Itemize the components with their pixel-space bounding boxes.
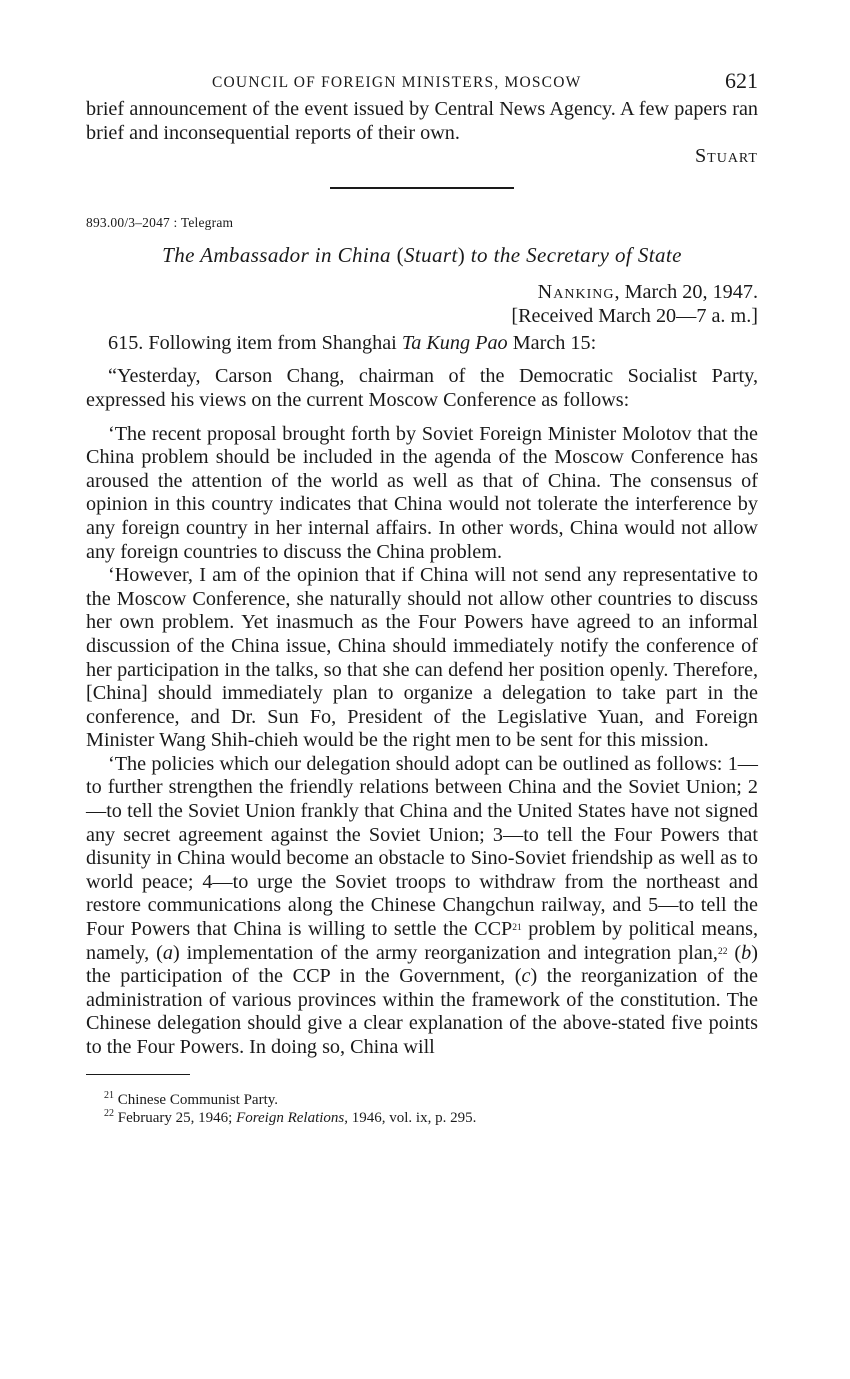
footnote-21-number: 21 xyxy=(104,1089,114,1101)
letter-c: c xyxy=(521,965,531,988)
place: Nanking xyxy=(537,280,615,303)
place-date xyxy=(86,280,758,304)
previous-document-ending xyxy=(86,98,758,169)
para3-part-d: ( xyxy=(727,941,742,964)
document-heading xyxy=(86,243,758,268)
footnotes xyxy=(86,1091,758,1127)
letter-a: a xyxy=(162,941,173,964)
footnote-22-title: Foreign Relations xyxy=(236,1109,345,1126)
paragraph-3 xyxy=(86,753,758,1060)
item-pre: 615. Following item from Shanghai xyxy=(108,331,402,354)
paragraph-1: ‘The recent proposal brought forth by Soviet Foreign Minister Molotov that the China problem should be included in the agenda of the Moscow Conference has aroused the attention of the world as well as that of China. The consensus of opinion in this country indicates that China would not tolerate the interference by any foreign country in her internal affairs. In other words, China would not allow any foreign countries to discuss the China problem. xyxy=(86,422,758,563)
footnote-22-pre: February 25, 1946; xyxy=(114,1109,237,1126)
heading-close-paren: ) xyxy=(457,242,466,267)
closing-paragraph: brief announcement of the event issued by Central News Agency. A few papers ran brief and inconsequential reports of their own. xyxy=(86,98,758,144)
newspaper-name: Ta Kung Pao xyxy=(401,331,508,354)
item-post: March 15: xyxy=(507,331,597,354)
received-line: [Received March 20—7 a. m.] xyxy=(511,304,758,327)
telegram-body xyxy=(86,332,758,1060)
item-line xyxy=(86,332,758,356)
quote-intro: “Yesterday, Carson Chang, chairman of the Democratic Socialist Party, expressed his views on the current Moscow Conference as follows: xyxy=(86,365,758,411)
heading-pre: The Ambassador in China xyxy=(162,242,397,267)
dateline xyxy=(86,280,758,328)
heading-post: to the Secretary of State xyxy=(465,242,682,267)
footnote-22-post: , 1946, vol. ix, p. 295. xyxy=(344,1109,477,1126)
para3-part-f: ) the reorganization of the administration of various provinces within the framework of the constitution. The Chinese delegation should give a clear explanation of the above-stated five points to the Four Powers. In doing so, China will xyxy=(86,965,758,1058)
date: , March 20, 1947. xyxy=(614,280,758,303)
footnote-21-text: Chinese Communist Party. xyxy=(114,1091,279,1108)
file-reference: 893.00/3–2047 : Telegram xyxy=(86,214,234,230)
heading-open-paren: ( xyxy=(396,242,404,267)
running-title: COUNCIL OF FOREIGN MINISTERS, MOSCOW xyxy=(212,74,582,91)
footnote-ref-22[interactable]: 22 xyxy=(717,946,728,957)
signature: Stuart xyxy=(694,145,758,168)
document-page xyxy=(86,62,758,1127)
heading-name: Stuart xyxy=(404,242,458,267)
para3-part-b: problem by political means, namely, ( xyxy=(86,918,758,964)
para3-part-a: ‘The policies which our delegation should adopt can be outlined as follows: 1—to further strengthen the friendly relations between China and the Soviet Union; 2—to tell the Soviet Union frankly that China and the United States have not signed any secret agreement against the Soviet Union; 3—to tell the Four Powers that disunity in China would become an obstacle to Sino-Soviet friendship as well as to world peace; 4—to urge the Soviet troops to withdraw from the northeast and restore communications along the Chinese Changchun railway, and 5—to tell the Four Powers that China is willing to settle the CCP xyxy=(86,752,758,941)
para3-part-c: ) implementation of the army reorganization and integration plan, xyxy=(172,941,718,964)
page-number: 621 xyxy=(725,68,758,93)
para3-part-e: ) the participation of the CCP in the Government, ( xyxy=(86,941,758,988)
paragraph-2: ‘However, I am of the opinion that if China will not send any representative to the Moscow Conference, she naturally should not allow other countries to discuss her own problem. Yet inasmuch as the Four Powers have agreed to an informal discussion of the China issue, China should immediately notify the conference of her participation in the talks, so that she can defend her position openly. Therefore, [China] should immediately plan to organize a delegation to take part in the conference, and Dr. Sun Fo, President of the Legislative Yuan, and Foreign Minister Wang Shih-chieh would be the right men to be sent for this mission. xyxy=(86,564,758,752)
letter-b: b xyxy=(741,941,752,964)
footnote-22-number: 22 xyxy=(104,1107,114,1119)
footnote-divider xyxy=(86,1074,190,1075)
running-head xyxy=(86,62,758,98)
footnote-ref-21[interactable]: 21 xyxy=(512,923,522,934)
footnote-21 xyxy=(104,1091,758,1109)
section-divider xyxy=(330,187,514,189)
footnote-22 xyxy=(104,1109,758,1127)
